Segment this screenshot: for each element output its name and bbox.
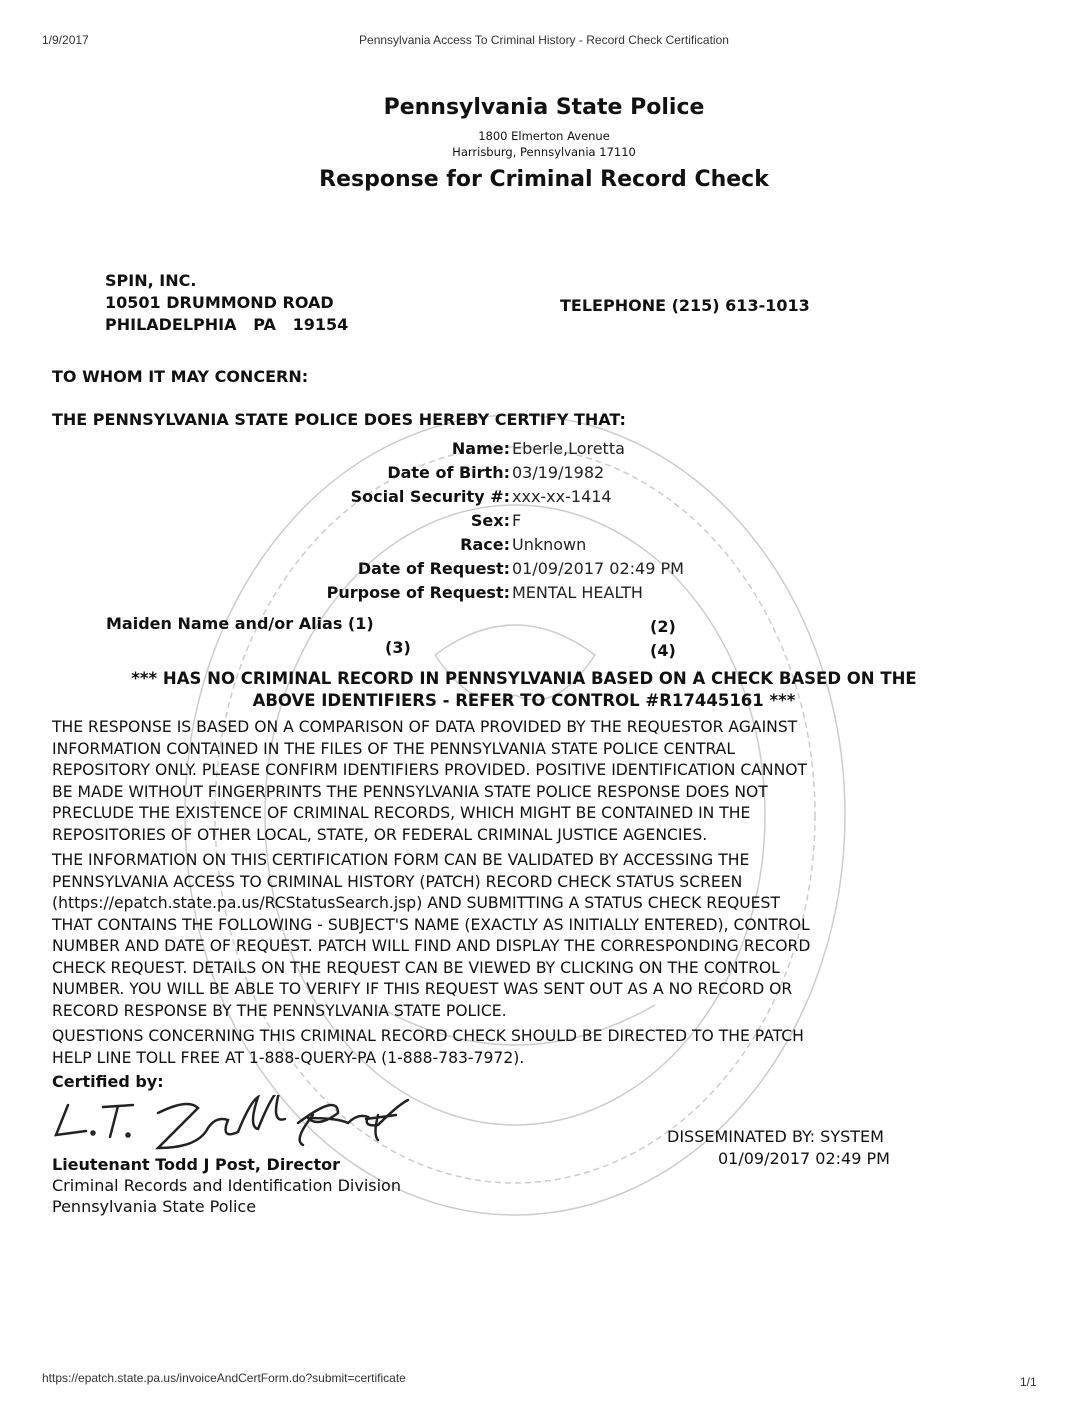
requestor-city: PHILADELPHIA PA 19154 (105, 315, 349, 334)
alias-2: (2) (650, 617, 676, 636)
footer-url: https://epatch.state.pa.us/invoiceAndCertForm.do?submit=certificate (42, 1371, 406, 1385)
result-line-2: ABOVE IDENTIFIERS - REFER TO CONTROL #R17445161 *** (252, 691, 796, 710)
document-title: Response for Criminal Record Check (319, 167, 769, 192)
alias-3: (3) (385, 638, 411, 657)
field-ssn: Social Security #: xxx-xx-1414 (350, 487, 612, 506)
requestor-telephone: TELEPHONE (215) 613-1013 (560, 296, 810, 315)
field-sex: Sex: F (470, 511, 522, 530)
disseminated-by: DISSEMINATED BY: SYSTEM (667, 1127, 884, 1146)
field-purpose: Purpose of Request: MENTAL HEALTH (326, 583, 643, 602)
certified-by-label: Certified by: (52, 1072, 164, 1091)
print-date: 1/9/2017 (42, 33, 89, 47)
paragraph-validation: THE INFORMATION ON THIS CERTIFICATION FORM CAN BE VALIDATED BY ACCESSING THE PENNSYLVANIA ACCESS TO CRIMINAL HISTORY (PATCH) RECORD CHECK STATUS SCREEN (https://epatch.state.pa.us/RCStatusSearch.jsp) AND SUBMITTING A STATUS CHECK REQUEST THAT CONTAINS THE FOLLOWING - SUBJECT'S NAME (EXACTLY AS INITIALLY ENTERED), CONTROL NUMBER AND DATE OF REQUEST. PATCH WILL FIND AND DISPLAY THE CORRESPONDING RECORD CHECK REQUEST. DETAILS ON THE REQUEST CAN BE VIEWED BY CLICKING ON THE CONTROL NUMBER. YOU WILL BE ABLE TO VERIFY IF THIS REQUEST WAS SENT OUT AS A NO RECORD OR RECORD RESPONSE BY THE PENNSYLVANIA STATE POLICE. (52, 851, 811, 1020)
field-name: Name: Eberle,Loretta (451, 439, 625, 458)
signer-name: Lieutenant Todd J Post, Director (52, 1155, 341, 1174)
footer-page-number: 1/1 (1020, 1375, 1037, 1389)
signature (48, 1095, 448, 1155)
salutation: TO WHOM IT MAY CONCERN: (52, 367, 309, 386)
field-race: Race: Unknown (460, 535, 587, 554)
field-date-of-request: Date of Request: 01/09/2017 02:49 PM (357, 559, 684, 578)
alias-label: Maiden Name and/or Alias (1) (106, 614, 374, 633)
alias-4: (4) (650, 641, 676, 660)
result-line-1: *** HAS NO CRIMINAL RECORD IN PENNSYLVANIA BASED ON A CHECK BASED ON THE (131, 669, 917, 688)
agency-address-2: Harrisburg, Pennsylvania 17110 (452, 145, 636, 159)
certify-statement: THE PENNSYLVANIA STATE POLICE DOES HEREBY CERTIFY THAT: (52, 410, 626, 429)
signer-agency: Pennsylvania State Police (52, 1197, 257, 1216)
field-dob: Date of Birth: 03/19/1982 (387, 463, 605, 482)
disseminated-date: 01/09/2017 02:49 PM (718, 1149, 890, 1168)
paragraph-basis: THE RESPONSE IS BASED ON A COMPARISON OF DATA PROVIDED BY THE REQUESTOR AGAINST INFORMATION CONTAINED IN THE FILES OF THE PENNSYLVANIA STATE POLICE CENTRAL REPOSITORY ONLY. PLEASE CONFIRM IDENTIFIERS PROVIDED. POSITIVE IDENTIFICATION CANNOT BE MADE WITHOUT FINGERPRINTS THE PENNSYLVANIA STATE POLICE RESPONSE DOES NOT PRECLUDE THE EXISTENCE OF CRIMINAL RECORDS, WHICH MIGHT BE CONTAINED IN THE REPOSITORIES OF OTHER LOCAL, STATE, OR FEDERAL CRIMINAL JUSTICE AGENCIES. (52, 718, 808, 844)
agency-name: Pennsylvania State Police (383, 95, 705, 120)
signer-division: Criminal Records and Identification Division (52, 1176, 401, 1195)
requestor-name: SPIN, INC. (105, 271, 197, 290)
print-title: Pennsylvania Access To Criminal History - Record Check Certification (359, 33, 729, 47)
paragraph-questions: QUESTIONS CONCERNING THIS CRIMINAL RECORD CHECK SHOULD BE DIRECTED TO THE PATCH HELP LINE TOLL FREE AT 1-888-QUERY-PA (1-888-783-7972). (52, 1027, 804, 1067)
agency-address-1: 1800 Elmerton Avenue (478, 129, 610, 143)
requestor-street: 10501 DRUMMOND ROAD (105, 293, 334, 312)
